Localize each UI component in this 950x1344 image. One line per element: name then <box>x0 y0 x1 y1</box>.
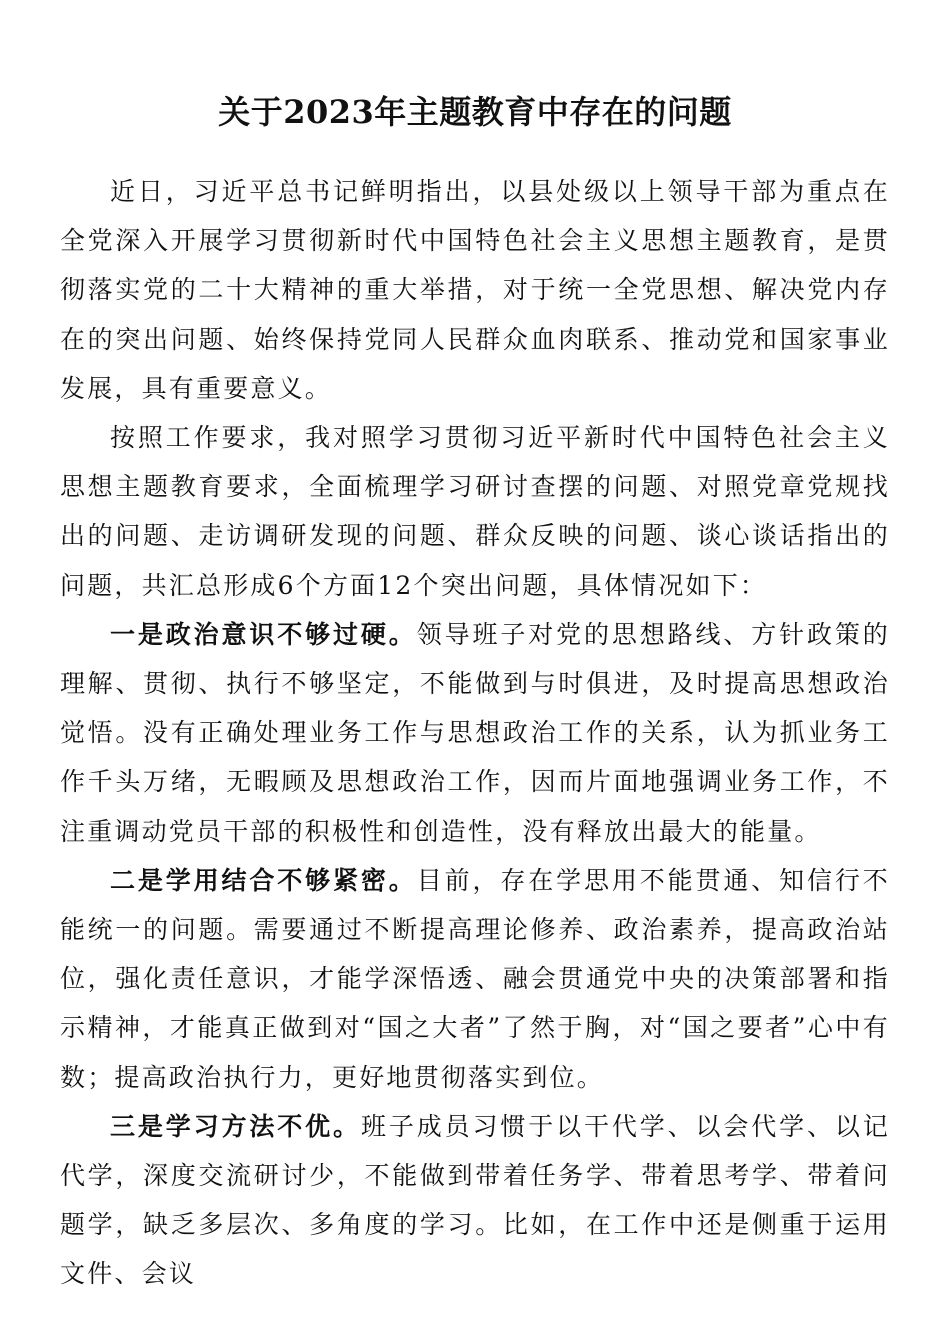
paragraph-text: 按照工作要求，我对照学习贯彻习近平新时代中国特色社会主义思想主题教育要求，全面梳理学习研讨查摆的问题、对照党章党规找出的问题、走访调研发现的问题、群众反映的问题、谈心谈话指出的问题，共汇总形成6个方面12个突出问题，具体情况如下： <box>60 423 890 600</box>
paragraph-issue-2 <box>60 856 890 1102</box>
paragraph-text: 目前，存在学思用不能贯通、知信行不能统一的问题。需要通过不断提高理论修养、政治素养，提高政治站位，强化责任意识，才能学深悟透、融会贯通党中央的决策部署和指示精神，才能真正做到对“国之大者”了然于胸，对“国之要者”心中有数；提高政治执行力，更好地贯彻落实到位。 <box>60 865 891 1092</box>
paragraph-text: 领导班子对党的思想路线、方针政策的理解、贯彻、执行不够坚定，不能做到与时俱进，及时提高思想政治觉悟。没有正确处理业务工作与思想政治工作的关系，认为抓业务工作千头万绪，无暇顾及思想政治工作，因而片面地强调业务工作，不注重调动党员干部的积极性和创造性，没有释放出最大的能量。 <box>60 619 891 846</box>
document-title: 关于2023年主题教育中存在的问题 <box>218 93 732 131</box>
issue-heading: 二是学用结合不够紧密。 <box>110 865 417 895</box>
paragraph-issue-3 <box>60 1102 890 1299</box>
paragraph-overview <box>60 413 890 610</box>
issue-heading: 一是政治意识不够过硬。 <box>110 619 417 649</box>
paragraph-issue-1 <box>60 610 890 856</box>
paragraph-text: 近日，习近平总书记鲜明指出，以县处级以上领导干部为重点在全党深入开展学习贯彻新时代中国特色社会主义思想主题教育，是贯彻落实党的二十大精神的重大举措，对于统一全党思想、解决党内存在的突出问题、始终保持党同人民群众血肉联系、推动党和国家事业发展，具有重要意义。 <box>60 177 890 403</box>
paragraph-intro <box>60 167 890 413</box>
issue-heading: 三是学习方法不优。 <box>110 1111 361 1141</box>
paragraph-text: 班子成员习惯于以干代学、以会代学、以记代学，深度交流研讨少，不能做到带着任务学、带着思考学、带着问题学，缺乏多层次、多角度的学习。比如，在工作中还是侧重于运用文件、会议 <box>60 1111 890 1289</box>
document-body <box>60 167 890 1299</box>
